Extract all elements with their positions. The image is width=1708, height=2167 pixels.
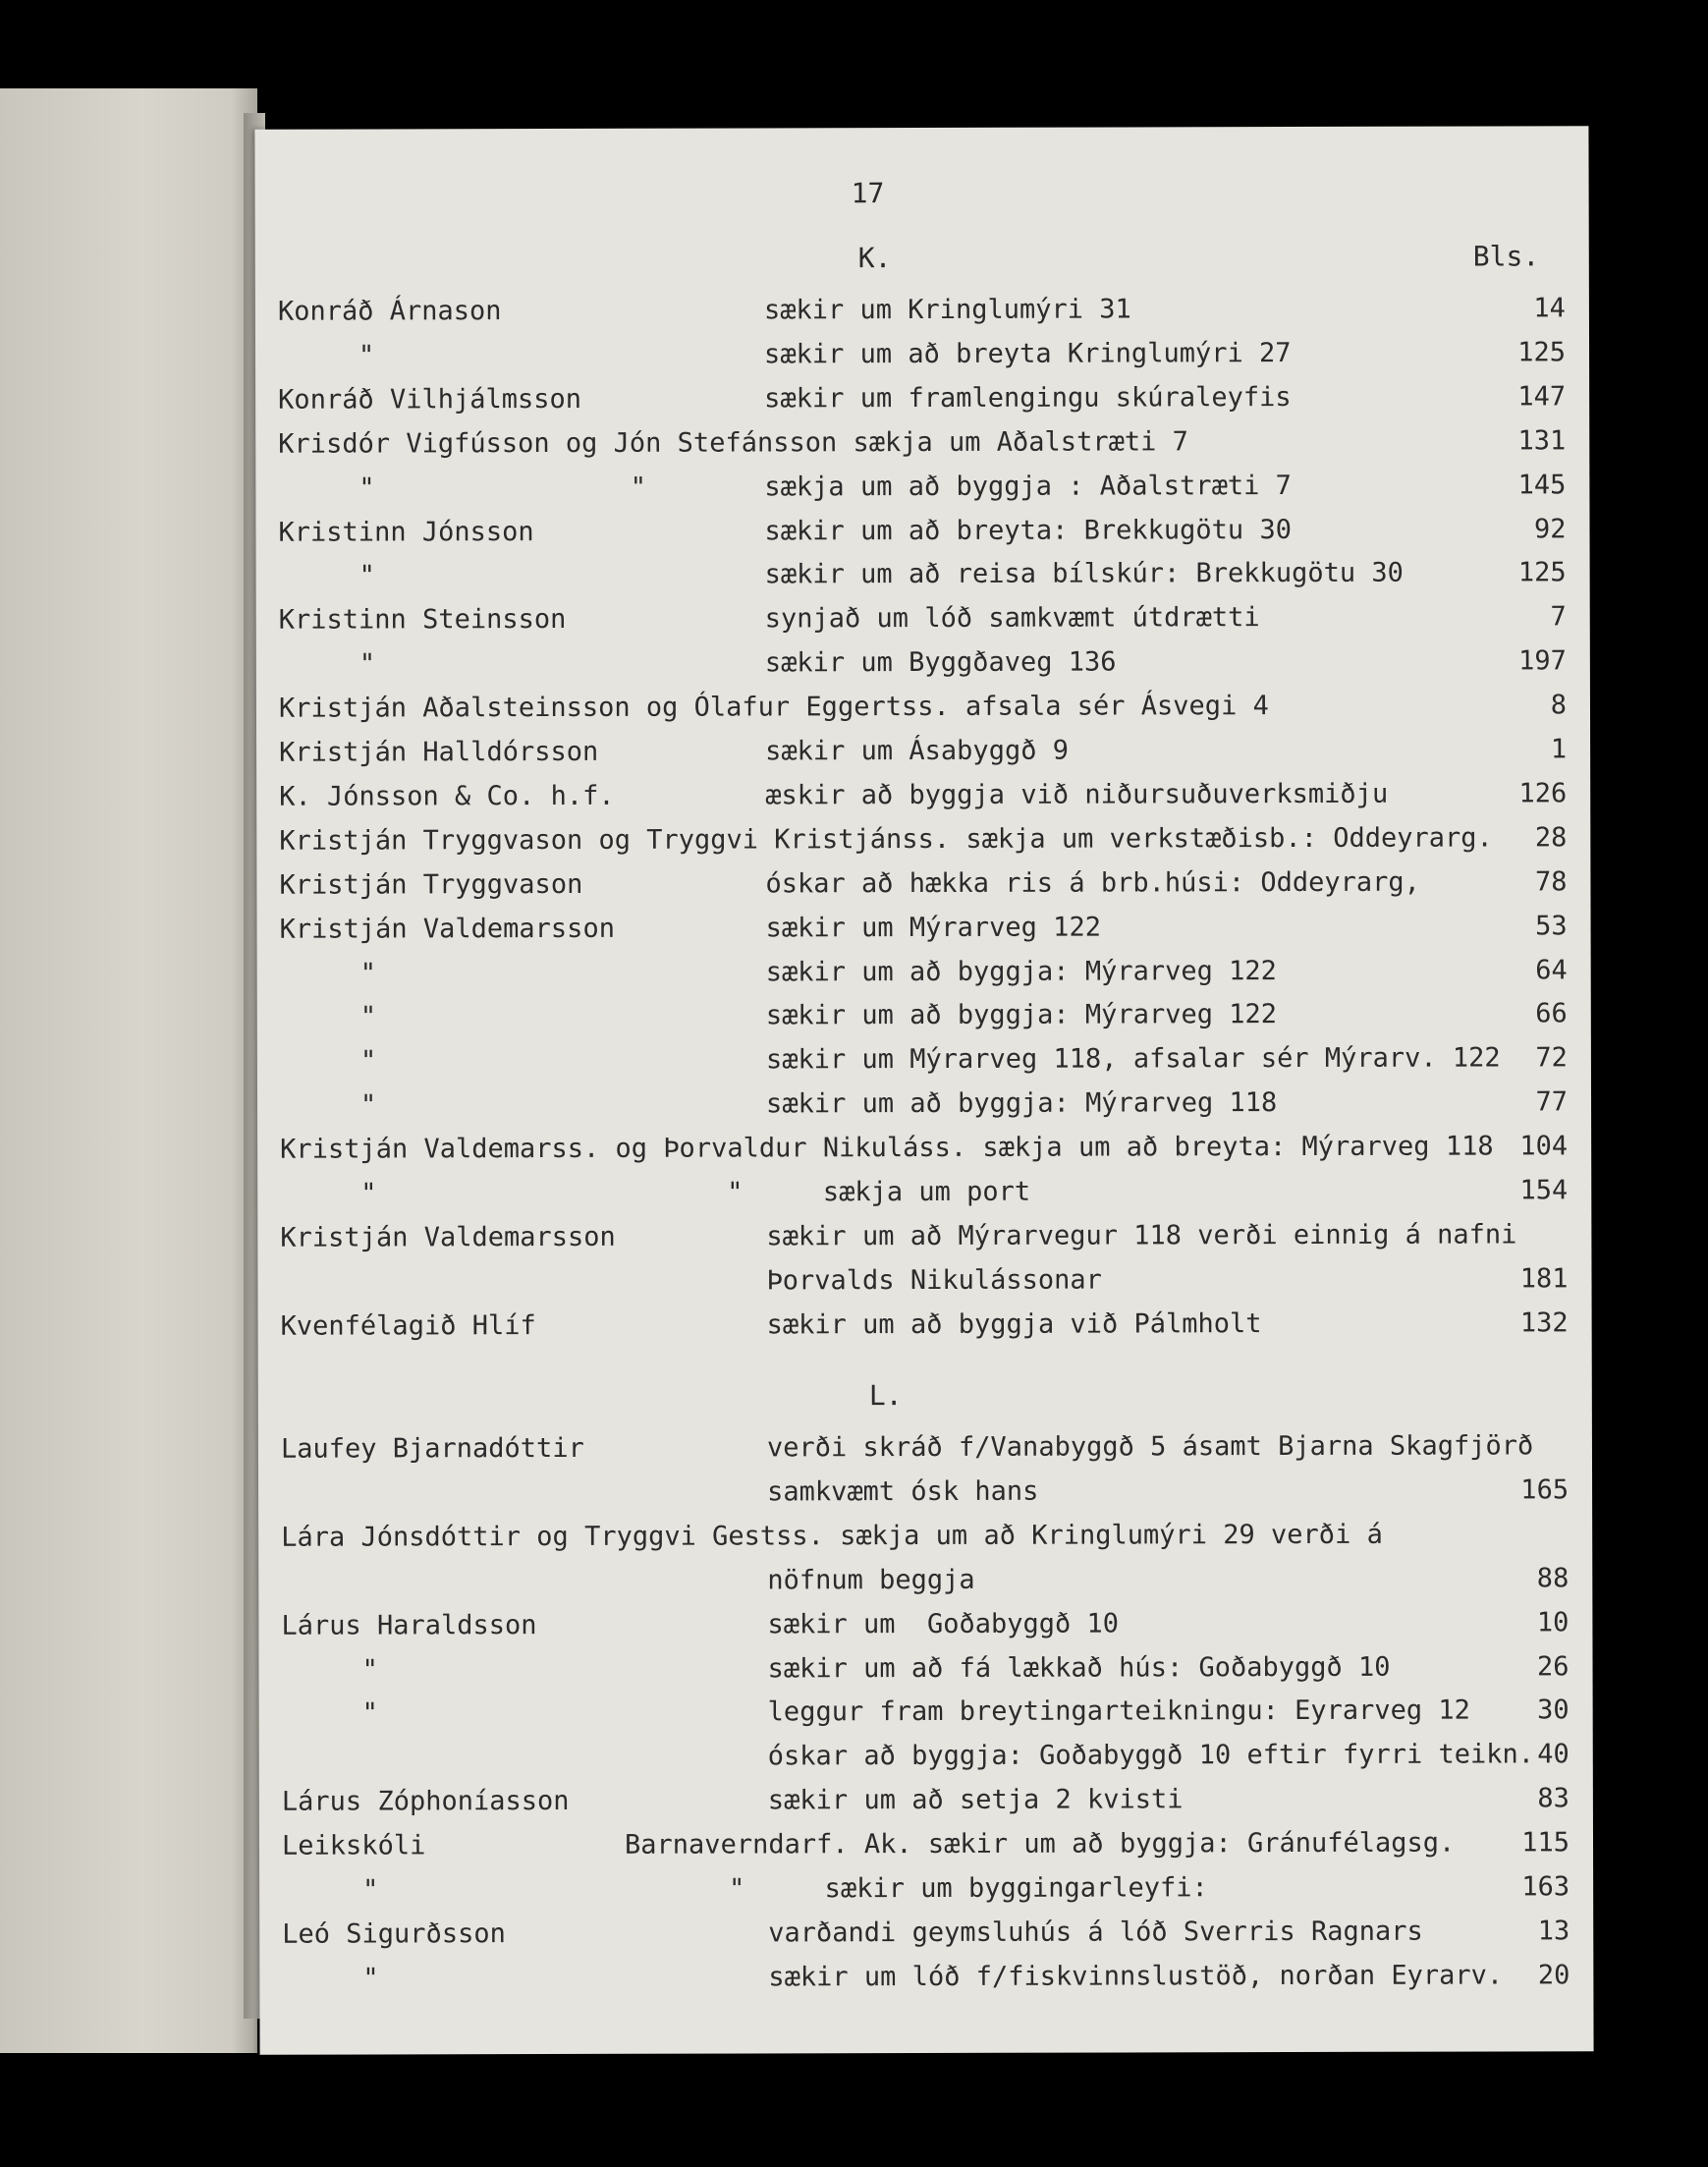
index-row xyxy=(257,1219,1591,1266)
entry-description: æskir að byggja við niðursuðuverksmiðju xyxy=(765,778,1389,811)
entry-name: Leó Sigurðsson xyxy=(282,1918,506,1950)
entry-name: " xyxy=(359,1001,377,1032)
index-row xyxy=(257,1086,1591,1134)
entry-page-number: 64 xyxy=(1535,954,1568,985)
entry-page-number: 40 xyxy=(1537,1739,1570,1770)
index-row xyxy=(256,866,1590,914)
entry-description: sækir um að byggja: Mýrarveg 122 xyxy=(765,999,1278,1031)
entry-name: Kristján Tryggvason og Tryggvi Kristjánss. sækja um verkstæðisb.: Oddeyrarg. xyxy=(279,822,1493,857)
entry-page-number: 26 xyxy=(1536,1650,1570,1682)
entry-name: Kristján Valdemarsson xyxy=(280,1221,616,1253)
entry-description: sækir um að Mýrarvegur 118 verði einnig á nafni xyxy=(766,1219,1517,1252)
index-row xyxy=(256,558,1590,605)
entry-description: samkvæmt ósk hans xyxy=(767,1475,1039,1508)
index-row xyxy=(255,425,1589,472)
entry-page-number: 147 xyxy=(1517,381,1567,413)
index-row xyxy=(257,955,1591,1002)
index-row xyxy=(257,1131,1591,1178)
index-row xyxy=(259,1651,1593,1698)
index-row xyxy=(256,778,1590,825)
entry-page-number: 115 xyxy=(1521,1827,1570,1859)
entry-page-number: 72 xyxy=(1535,1042,1568,1074)
entry-description: óskar að hækka ris á brb.húsi: Oddeyrarg, xyxy=(765,866,1420,900)
entry-name: Lárus Haraldsson xyxy=(281,1609,537,1641)
index-row xyxy=(258,1430,1592,1477)
entry-page-number: 20 xyxy=(1537,1960,1570,1991)
entry-name: " xyxy=(360,1178,377,1209)
entry-description: sækir um Ásabyggð 9 xyxy=(765,735,1069,767)
entry-name: Kvenfélagið Hlíf xyxy=(280,1309,536,1342)
entry-description: varðandi geymsluhús á lóð Sverris Ragnars xyxy=(768,1916,1423,1949)
index-row xyxy=(259,1916,1593,1963)
entry-description: sækja um að byggja : Aðalstræti 7 xyxy=(764,470,1292,503)
entry-page-number: 1 xyxy=(1550,734,1568,765)
entry-name: " " xyxy=(358,472,647,504)
index-row xyxy=(256,734,1590,781)
entry-name: " xyxy=(362,1874,379,1906)
entry-page-number: 10 xyxy=(1536,1606,1570,1638)
entry-description: sækir um að reisa bílskúr: Brekkugötu 30 xyxy=(764,558,1404,590)
entry-name: Konráð Árnason xyxy=(277,296,502,327)
entry-name: " xyxy=(359,1089,377,1121)
index-row xyxy=(259,1783,1593,1830)
entry-page-number: 126 xyxy=(1518,778,1568,809)
entry-name: Lárus Zóphoníasson xyxy=(281,1786,570,1817)
entry-page-number: 14 xyxy=(1533,293,1566,324)
entry-description: sækir um Kringlumýri 31 xyxy=(763,294,1131,326)
entry-page-number: 132 xyxy=(1519,1306,1569,1339)
entry-description: sækir um Goðabyggð 10 xyxy=(767,1608,1120,1640)
entry-name: Kristján Valdemarss. og Þorvaldur Nikuláss. sækja um að breyta: Mýrarveg 118 xyxy=(280,1131,1494,1165)
entry-description: sækir um að fá lækkað hús: Goðabyggð 10 xyxy=(767,1651,1391,1684)
entry-description: nöfnum beggja xyxy=(767,1564,975,1596)
page-number: 17 xyxy=(851,177,885,210)
index-row xyxy=(257,1175,1591,1222)
entry-name: Kristján Valdemarsson xyxy=(279,913,615,945)
entry-page-number: 8 xyxy=(1550,690,1568,721)
index-row xyxy=(257,911,1591,958)
entry-description: sækir um að byggja: Mýrarveg 122 xyxy=(765,955,1277,987)
entry-name: Kristján Tryggvason xyxy=(279,868,583,901)
entry-name: " xyxy=(361,1653,378,1686)
section-letter: K. xyxy=(857,242,892,275)
entry-name: Laufey Bjarnadóttir xyxy=(280,1432,584,1465)
entry-description: synjað um lóð samkvæmt útdrætti xyxy=(764,602,1260,635)
index-row xyxy=(259,1740,1593,1787)
index-row xyxy=(258,1307,1592,1355)
entry-description: sækir um Mýrarveg 118, afsalar sér Mýrarv. 122 xyxy=(765,1042,1501,1076)
entry-description: sækir um að breyta: Brekkugötu 30 xyxy=(764,514,1292,546)
section-letter: L. xyxy=(868,1379,903,1413)
entry-page-number: 28 xyxy=(1534,822,1568,854)
entry-page-number: 163 xyxy=(1521,1871,1570,1903)
entry-description: sækir um að breyta Kringlumýri 27 xyxy=(763,337,1292,370)
entry-name: Konráð Vilhjálmsson xyxy=(278,383,582,416)
entry-description: sækir um að byggja: Mýrarveg 118 xyxy=(765,1087,1278,1120)
index-row xyxy=(256,645,1590,693)
entry-name: Krisdór Vigfússon og Jón Stefánsson sækja um Aðalstræti 7 xyxy=(278,425,1188,460)
index-row xyxy=(258,1607,1592,1654)
index-row xyxy=(256,602,1590,649)
entry-name: " xyxy=(362,1963,379,1994)
entry-page-number: 145 xyxy=(1517,469,1567,501)
entry-description: Þorvalds Nikulássonar xyxy=(766,1264,1102,1297)
entry-name: K. Jónsson & Co. h.f. xyxy=(279,780,615,812)
index-row xyxy=(255,470,1589,517)
entry-description: sækir um Byggðaveg 136 xyxy=(764,646,1117,679)
index-row xyxy=(258,1519,1592,1566)
entry-page-number: 83 xyxy=(1537,1783,1570,1814)
entry-page-number: 181 xyxy=(1519,1263,1569,1295)
entry-page-number: 78 xyxy=(1534,865,1568,898)
entry-description: sækir um framlengingu skúraleyfis xyxy=(764,381,1292,415)
entry-page-number: 53 xyxy=(1535,910,1568,941)
left-page-edge xyxy=(0,88,257,2053)
index-row xyxy=(259,1871,1593,1918)
entry-page-number: 77 xyxy=(1535,1086,1569,1118)
index-row xyxy=(258,1563,1592,1610)
entry-page-number: 165 xyxy=(1520,1474,1570,1506)
entry-page-number: 104 xyxy=(1519,1131,1569,1162)
entry-name: " xyxy=(358,340,375,371)
entry-page-number: 92 xyxy=(1533,513,1567,544)
index-row xyxy=(258,1474,1592,1522)
entry-description: sækir um að setja 2 kvisti xyxy=(767,1784,1184,1816)
index-row xyxy=(255,514,1589,561)
index-row xyxy=(257,999,1591,1046)
entry-page-number: 197 xyxy=(1518,645,1567,677)
entry-name: Kristinn Jónsson xyxy=(278,516,534,548)
entry-page-number: 7 xyxy=(1550,601,1567,633)
entry-name: " xyxy=(358,648,376,680)
entry-page-number: 66 xyxy=(1535,998,1568,1029)
entry-description: Barnaverndarf. Ak. sækir um að byggja: Gránufélagsg. xyxy=(624,1827,1456,1861)
entry-name: " xyxy=(359,1045,377,1077)
entry-description: sækir um að byggja við Pálmholt xyxy=(766,1307,1262,1341)
entry-page-number: 30 xyxy=(1537,1695,1570,1726)
index-row xyxy=(259,1695,1593,1743)
entry-page-number: 125 xyxy=(1517,337,1567,368)
index-row xyxy=(256,822,1590,869)
entry-page-number: 13 xyxy=(1537,1916,1570,1947)
entry-name: Kristinn Steinsson xyxy=(278,604,567,637)
entry-description: verði skráð f/Vanabyggð 5 ásamt Bjarna Skagfjörð xyxy=(766,1430,1534,1464)
index-row xyxy=(259,1960,1593,2007)
index-row xyxy=(259,1827,1593,1874)
entry-description: " sækir um byggingarleyfi: xyxy=(729,1872,1208,1905)
entry-name: " xyxy=(361,1697,378,1729)
entry-description: óskar að byggja: Goðabyggð 10 eftir fyrri teikn. xyxy=(767,1739,1535,1772)
index-row xyxy=(257,1263,1591,1310)
entry-page-number: 125 xyxy=(1517,557,1567,588)
document-page xyxy=(254,126,1593,2055)
entry-name: Lára Jónsdóttir og Tryggvi Gestss. sækja um að Kringlumýri 29 verði á xyxy=(281,1519,1383,1553)
bls-column-header: Bls. xyxy=(1472,240,1540,273)
entry-name: " xyxy=(358,560,375,591)
index-row xyxy=(256,690,1590,737)
entry-name: Kristján Aðalsteinsson og Ólafur Eggertss. afsala sér Ásvegi 4 xyxy=(278,691,1269,724)
index-row xyxy=(255,381,1589,428)
entry-page-number: 131 xyxy=(1517,424,1567,457)
entry-name: Kristján Halldórsson xyxy=(279,736,599,768)
index-row xyxy=(255,337,1589,384)
entry-description: " sækja um port xyxy=(727,1176,1031,1208)
entry-name: " xyxy=(359,957,376,989)
entry-name: Leikskóli xyxy=(281,1830,426,1861)
index-row xyxy=(257,1043,1591,1090)
entry-description: leggur fram breytingarteikningu: Eyrarveg 12 xyxy=(767,1695,1470,1728)
entry-page-number: 88 xyxy=(1536,1562,1570,1594)
index-row xyxy=(255,293,1589,340)
entry-description: sækir um lóð f/fiskvinnslustöð, norðan Eyrarv. xyxy=(768,1960,1504,1993)
entry-page-number: 154 xyxy=(1519,1175,1569,1206)
entry-description: sækir um Mýrarveg 122 xyxy=(765,912,1101,944)
